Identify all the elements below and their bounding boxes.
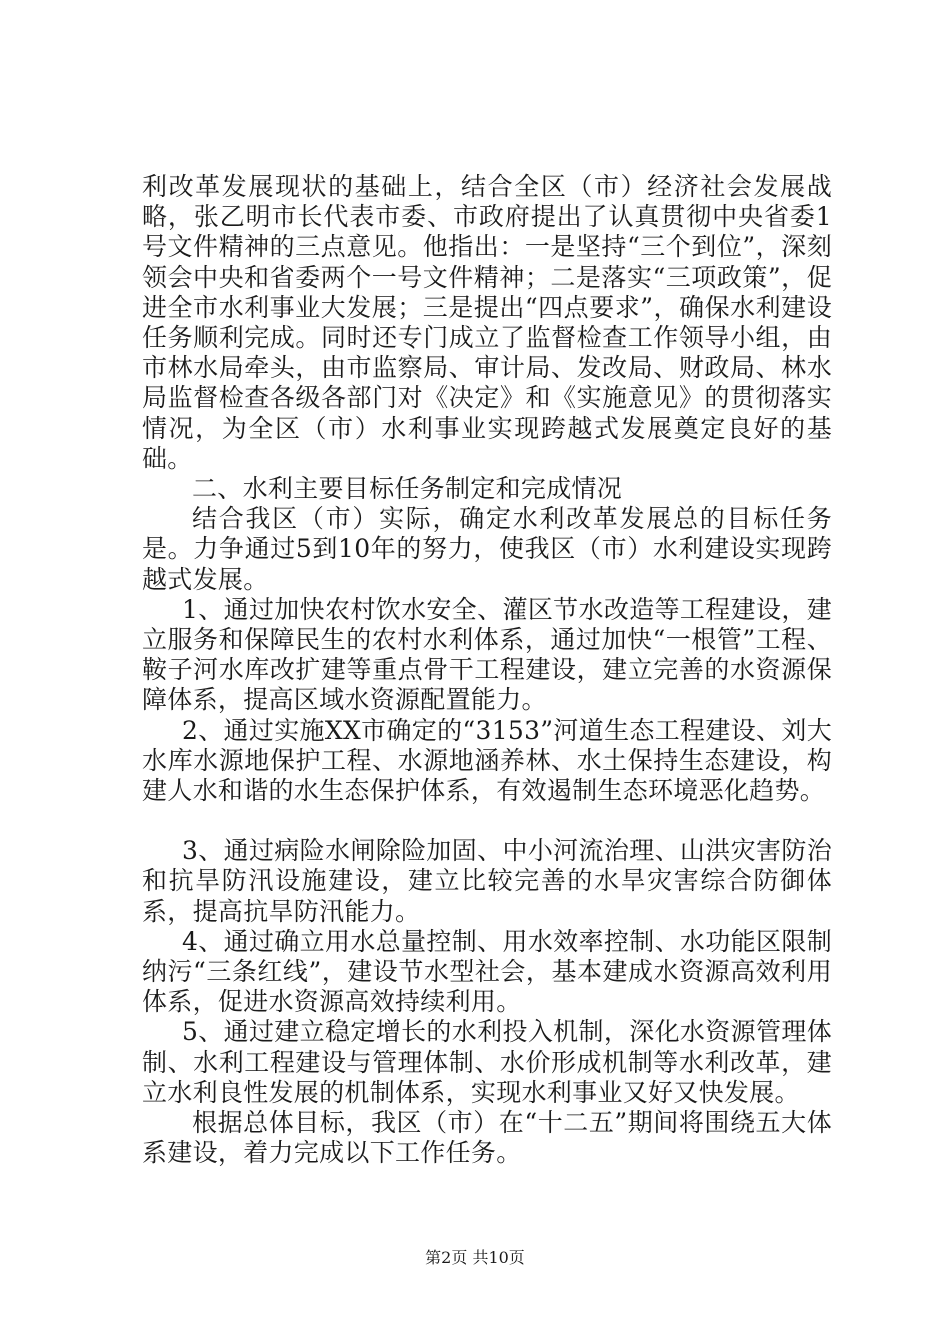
paragraph-goal-3: 3、通过病险水闸除险加固、中小河流治理、山洪灾害防治和抗旱防汛设施建设，建立比较完善的水旱灾害综合防御体系，提高抗旱防汛能力。 xyxy=(142,836,832,926)
paragraph-goal-4: 4、通过确立用水总量控制、用水效率控制、水功能区限制纳污“三条红线”，建设节水型社会，基本建成水资源高效利用体系，促进水资源高效持续利用。 xyxy=(142,926,832,1017)
paragraph-background: 利改革发展现状的基础上，结合全区（市）经济社会发展战略，张乙明市长代表市委、市政府提出了认真贯彻中央省委1号文件精神的三点意见。他指出：一是坚持“三个到位”，深刻领会中央和省委两个一号文件精神；二是落实“三项政策”，促进全市水利事业大发展；三是提出“四点要求”，确保水利建设任务顺利完成。同时还专门成立了监督检查工作领导小组，由市林水局牵头，由市监察局、审计局、发改局、财政局、林水局监督检查各级各部门对《决定》和《实施意见》的贯彻落实情况，为全区（市）水利事业实现跨越式发展奠定良好的基础。 xyxy=(142,172,832,473)
document-body xyxy=(142,172,832,1169)
paragraph-goal-5: 5、通过建立稳定增长的水利投入机制，深化水资源管理体制、水利工程建设与管理体制、水价形成机制等水利改革，建立水利良性发展的机制体系，实现水利事业又好又快发展。 xyxy=(142,1017,832,1107)
paragraph-spacer xyxy=(142,806,832,836)
paragraph-overall-goal: 结合我区（市）实际，确定水利改革发展总的目标任务是。力争通过5到10年的努力，使我区（市）水利建设实现跨越式发展。 xyxy=(142,504,832,594)
section-heading: 二、水利主要目标任务制定和完成情况 xyxy=(192,474,623,504)
paragraph-goal-2: 2、通过实施XX市确定的“3153”河道生态工程建设、刘大水库水源地保护工程、水源地涵养林、水土保持生态建设，构建人水和谐的水生态保护体系，有效遏制生态环境恶化趋势。 xyxy=(142,715,832,806)
paragraph-tasks-intro: 根据总体目标，我区（市）在“十二五”期间将围绕五大体系建设，着力完成以下工作任务。 xyxy=(142,1108,832,1168)
page-number-footer: 第2页 共10页 xyxy=(425,1248,525,1267)
paragraph-goal-1: 1、通过加快农村饮水安全、灌区节水改造等工程建设，建立服务和保障民生的农村水利体系，通过加快“一根管”工程、鞍子河水库改扩建等重点骨干工程建设，建立完善的水资源保障体系，提高区域水资源配置能力。 xyxy=(142,594,832,715)
